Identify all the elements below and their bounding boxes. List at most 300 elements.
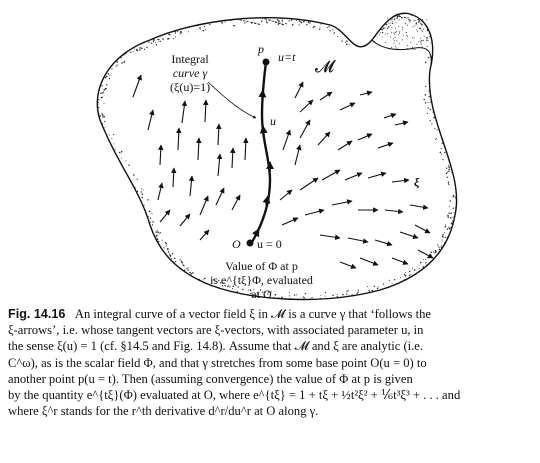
stipple-dot — [405, 17, 406, 18]
caption-line-5: another point p(u = t). Then (assuming convergence) the value of Φ at p is given — [8, 371, 413, 386]
stipple-dot — [448, 171, 449, 172]
stipple-dot — [241, 20, 242, 21]
stipple-dot — [168, 38, 169, 39]
stipple-dot — [394, 16, 395, 17]
stipple-dot — [261, 20, 263, 22]
stipple-dot — [148, 40, 149, 41]
caption-line-4: C^ω), as is the scalar field Φ, and that γ stretches from some base point O(u = 0) to — [8, 355, 427, 370]
stipple-dot — [395, 32, 396, 33]
stipple-dot — [421, 40, 422, 41]
stipple-dot — [283, 24, 284, 25]
stipple-dot — [174, 258, 175, 259]
stipple-dot — [236, 19, 237, 20]
stipple-dot — [385, 34, 386, 35]
stipple-dot — [314, 26, 315, 27]
xi-label: ξ — [414, 175, 420, 189]
stipple-dot — [428, 57, 429, 58]
stipple-dot — [175, 31, 176, 32]
stipple-dot — [399, 31, 400, 32]
stipple-dot — [349, 44, 350, 45]
stipple-dot — [446, 241, 447, 242]
stipple-dot — [429, 90, 430, 91]
stipple-dot — [332, 295, 333, 296]
stipple-dot — [415, 25, 416, 26]
stipple-dot — [203, 279, 204, 280]
stipple-dot — [429, 36, 431, 38]
stipple-dot — [139, 49, 141, 51]
vector-arrow — [305, 210, 324, 215]
stipple-dot — [385, 28, 386, 29]
stipple-dot — [455, 208, 456, 209]
stipple-dot — [402, 39, 403, 40]
stipple-dot — [394, 279, 395, 280]
stipple-dot — [448, 167, 449, 168]
stipple-dot — [346, 40, 347, 41]
stipple-dot — [430, 54, 431, 55]
stipple-dot — [292, 25, 293, 26]
stipple-dot — [155, 42, 156, 43]
stipple-dot — [200, 29, 201, 30]
u-equals-zero-label: u = 0 — [257, 237, 282, 251]
stipple-dot — [121, 151, 122, 152]
stipple-dot — [177, 31, 178, 32]
stipple-dot — [391, 47, 392, 48]
stipple-dot — [447, 216, 448, 217]
stipple-dot — [428, 96, 429, 97]
integral-curve — [252, 62, 270, 242]
stipple-dot — [390, 37, 391, 38]
stipple-dot — [168, 34, 170, 36]
stipple-dot — [427, 57, 428, 58]
stipple-dot — [183, 264, 184, 265]
stipple-dot — [410, 42, 411, 43]
figure-number: Fig. 14.16 — [8, 307, 66, 321]
stipple-dot — [394, 19, 395, 20]
stipple-dot — [416, 30, 417, 31]
stipple-dot — [271, 20, 272, 21]
stipple-dot — [248, 21, 249, 22]
stipple-dot — [209, 24, 210, 25]
stipple-dot — [441, 154, 442, 155]
stipple-dot — [420, 38, 421, 39]
vector-arrow — [295, 82, 303, 98]
stipple-dot — [435, 139, 436, 140]
stipple-dot — [313, 26, 314, 27]
vector-arrow — [322, 170, 340, 180]
stipple-dot — [175, 36, 176, 37]
stipple-dot — [269, 20, 270, 21]
stipple-dot — [142, 48, 143, 49]
vector-arrow — [200, 230, 209, 240]
caption-line-6: by the quantity e^{tξ}(Φ) evaluated at O, where e^{tξ} = 1 + tξ + ½t²ξ² + ⅙t³ξ³ + . . . and — [8, 388, 461, 403]
stipple-dot — [171, 258, 172, 259]
stipple-dot — [166, 243, 167, 244]
stipple-dot — [448, 184, 449, 185]
stipple-dot — [437, 129, 438, 130]
stipple-dot — [422, 20, 423, 21]
stipple-dot — [427, 46, 428, 47]
stipple-dot — [133, 51, 134, 52]
stipple-dot — [104, 89, 106, 91]
stipple-dot — [448, 213, 449, 214]
stipple-dot — [414, 20, 415, 21]
stipple-dot — [415, 49, 416, 50]
manifold-label: 𝓜 — [315, 57, 335, 76]
stipple-dot — [165, 242, 166, 243]
stipple-dot — [130, 52, 131, 53]
stipple-dot — [369, 290, 370, 291]
stipple-dot — [441, 148, 442, 149]
vector-arrow — [360, 92, 372, 95]
stipple-dot — [392, 23, 393, 24]
stipple-dot — [398, 34, 399, 35]
stipple-dot — [418, 22, 419, 23]
vector-arrow — [218, 124, 219, 145]
stipple-dot — [199, 279, 200, 280]
stipple-dot — [404, 274, 405, 275]
stipple-dot — [282, 18, 283, 19]
stipple-dot — [109, 134, 110, 135]
stipple-dot — [402, 29, 403, 30]
stipple-dot — [329, 30, 330, 31]
vector-arrow — [200, 196, 208, 215]
stipple-dot — [448, 165, 449, 166]
stipple-dot — [346, 44, 348, 46]
stipple-dot — [172, 253, 173, 254]
stipple-dot — [429, 80, 430, 81]
vector-arrow — [320, 235, 340, 238]
stipple-dot — [399, 19, 400, 20]
stipple-dot — [98, 107, 99, 108]
stipple-dot — [454, 212, 455, 213]
manifold-fold — [372, 40, 431, 70]
stipple-dot — [433, 111, 435, 113]
stipple-dot — [409, 275, 410, 276]
manifold-boundary — [97, 13, 456, 299]
stipple-dot — [188, 31, 189, 32]
stipple-dot — [156, 235, 158, 237]
stipple-dot — [412, 267, 413, 268]
stipple-dot — [367, 286, 368, 287]
stipple-dot — [392, 21, 393, 22]
stipple-dot — [390, 19, 391, 20]
stipple-dot — [117, 65, 118, 66]
stipple-dot — [426, 39, 427, 40]
stipple-dot — [102, 114, 104, 116]
stipple-dot — [157, 230, 158, 231]
stipple-dot — [192, 272, 194, 274]
stipple-dot — [175, 33, 176, 34]
stipple-dot — [409, 21, 410, 22]
stipple-dot — [406, 35, 407, 36]
stipple-dot — [395, 28, 396, 29]
stipple-dot — [184, 270, 185, 271]
stipple-dot — [387, 21, 388, 22]
stipple-dot — [325, 292, 326, 293]
stipple-dot — [108, 73, 110, 75]
vector-arrow — [190, 176, 192, 196]
stipple-dot — [400, 277, 401, 278]
stipple-dot — [383, 28, 384, 29]
point-p — [263, 59, 270, 66]
stipple-dot — [393, 38, 394, 39]
stipple-dot — [105, 77, 106, 78]
stipple-dot — [388, 27, 389, 28]
stipple-dot — [425, 62, 427, 64]
stipple-dot — [399, 43, 400, 44]
stipple-dot — [442, 234, 443, 235]
stipple-dot — [416, 24, 417, 25]
stipple-dot — [397, 16, 399, 18]
stipple-dot — [158, 41, 159, 42]
stipple-dot — [158, 39, 159, 40]
stipple-dot — [162, 38, 163, 39]
integral-curve-label — [170, 52, 210, 94]
stipple-dot — [420, 23, 421, 24]
stipple-dot — [104, 116, 105, 117]
stipple-dot — [134, 49, 135, 50]
vector-arrow — [338, 141, 352, 150]
stipple-dot — [441, 246, 442, 247]
point-o — [247, 240, 254, 247]
stipple-dot — [121, 62, 123, 64]
stipple-dot — [303, 21, 304, 22]
stipple-dot — [225, 22, 226, 23]
stipple-dot — [374, 286, 375, 287]
stipple-dot — [341, 40, 342, 41]
stipple-dot — [372, 291, 373, 292]
stipple-dot — [170, 256, 171, 257]
stipple-dot — [408, 19, 409, 20]
stipple-dot — [137, 179, 138, 180]
stipple-dot — [327, 27, 328, 28]
point-p-label: p — [258, 42, 264, 56]
stipple-dot — [423, 259, 424, 260]
stipple-dot — [313, 27, 314, 28]
stipple-dot — [345, 42, 346, 43]
stipple-dot — [285, 23, 287, 25]
vector-arrow — [418, 250, 433, 258]
stipple-dot — [399, 33, 400, 34]
stipple-dot — [109, 75, 110, 76]
vector-arrow — [182, 101, 185, 123]
stipple-dot — [328, 26, 329, 27]
stipple-dot — [375, 36, 376, 37]
stipple-dot — [442, 246, 443, 247]
stipple-dot — [447, 215, 449, 217]
stipple-dot — [430, 42, 431, 43]
stipple-dot — [230, 20, 231, 21]
caption-line-2: ξ-arrows’, i.e. whose tangent vectors are ξ-vectors, with associated parameter u, in — [8, 323, 424, 338]
stipple-dot — [120, 57, 121, 58]
vector-arrow — [320, 92, 332, 100]
vector-arrow — [218, 154, 220, 176]
stipple-dot — [279, 23, 280, 24]
stipple-dot — [442, 159, 443, 160]
stipple-dot — [427, 113, 428, 114]
stipple-dot — [415, 20, 416, 21]
stipple-dot — [386, 24, 387, 25]
stipple-dot — [396, 22, 397, 23]
vector-arrow — [384, 114, 396, 118]
stipple-dot — [445, 225, 446, 226]
stipple-dot — [431, 252, 432, 253]
stipple-dot — [150, 218, 151, 219]
stipple-dot — [434, 128, 435, 129]
stipple-dot — [282, 20, 283, 21]
stipple-dot — [427, 30, 428, 31]
stipple-dot — [179, 259, 180, 260]
stipple-dot — [389, 48, 390, 49]
stipple-dot — [389, 280, 390, 281]
vector-arrow — [300, 178, 318, 190]
stipple-dot — [189, 272, 191, 274]
stipple-dot — [325, 296, 326, 297]
stipple-dot — [188, 27, 190, 29]
stipple-dot — [346, 293, 347, 294]
stipple-dot — [427, 257, 428, 258]
stipple-dot — [147, 199, 148, 200]
stipple-dot — [387, 18, 388, 19]
stipple-dot — [426, 19, 427, 20]
integral-curve-label-line-2: curve γ — [172, 66, 208, 80]
stipple-dot — [111, 68, 112, 69]
stipple-dot — [152, 224, 153, 225]
stipple-dot — [446, 173, 447, 174]
stipple-dot — [401, 17, 403, 19]
stipple-dot — [151, 42, 152, 43]
stipple-dot — [141, 191, 142, 192]
stipple-dot — [412, 47, 413, 48]
stipple-dot — [448, 182, 449, 183]
stipple-dot — [450, 217, 452, 219]
stipple-dot — [258, 24, 260, 26]
stipple-dot — [392, 283, 393, 284]
stipple-dot — [250, 22, 251, 23]
stipple-dot — [397, 17, 398, 18]
stipple-dot — [424, 36, 425, 37]
stipple-dot — [395, 37, 396, 38]
stipple-dot — [188, 267, 189, 268]
stipple-dot — [278, 20, 279, 21]
vector-arrow — [160, 210, 170, 222]
stipple-dot — [394, 40, 395, 41]
stipple-dot — [419, 28, 420, 29]
stipple-dot — [215, 21, 216, 22]
stipple-dot — [114, 143, 115, 144]
stipple-dot — [377, 288, 378, 289]
stipple-dot — [422, 46, 423, 47]
stipple-dot — [136, 49, 137, 50]
stipple-dot — [204, 26, 205, 27]
vector-arrow — [245, 138, 246, 160]
stipple-dot — [416, 44, 417, 45]
stipple-dot — [128, 164, 129, 165]
stipple-dot — [396, 31, 397, 32]
stipple-dot — [293, 18, 294, 19]
stipple-dot — [453, 196, 454, 197]
stipple-dot — [234, 25, 235, 26]
stipple-dot — [275, 21, 277, 23]
value-label — [210, 259, 313, 301]
stipple-dot — [145, 210, 146, 211]
stipple-dot — [446, 168, 447, 169]
stipple-dot — [181, 261, 182, 262]
stipple-dot — [139, 47, 141, 49]
stipple-dot — [98, 90, 99, 91]
stipple-dot — [408, 17, 409, 18]
stipple-dot — [265, 18, 266, 19]
vector-arrow — [395, 122, 408, 125]
stipple-dot — [106, 84, 107, 85]
stipple-dot — [444, 242, 445, 243]
stipple-dot — [428, 107, 429, 108]
stipple-dot — [451, 172, 452, 173]
stipple-dot — [237, 19, 239, 21]
vector-arrow — [180, 214, 190, 226]
stipple-dot — [452, 216, 453, 217]
stipple-dot — [432, 51, 433, 52]
stipple-dot — [452, 196, 453, 197]
stipple-dot — [243, 20, 244, 21]
stipple-dot — [421, 41, 422, 42]
vector-arrow — [348, 238, 368, 242]
stipple-dot — [156, 231, 158, 233]
stipple-dot — [436, 138, 437, 139]
stipple-dot — [439, 249, 440, 250]
stipple-dot — [180, 31, 181, 32]
stipple-dot — [405, 275, 407, 277]
stipple-dot — [102, 97, 103, 98]
stipple-dot — [373, 41, 374, 42]
figure-caption — [8, 306, 530, 419]
stipple-dot — [398, 14, 399, 15]
vector-arrow — [410, 205, 428, 208]
vector-arrow — [160, 145, 161, 165]
stipple-dot — [148, 216, 149, 217]
stipple-dot — [433, 117, 435, 119]
stipple-dot — [412, 27, 413, 28]
stipple-dot — [233, 25, 234, 26]
stipple-dot — [448, 227, 449, 228]
stipple-dot — [390, 25, 391, 26]
stipple-dot — [148, 42, 149, 43]
u-parameter-label: u — [270, 114, 276, 128]
stipple-dot — [144, 205, 145, 206]
stipple-dot — [444, 232, 445, 233]
stipple-dot — [182, 262, 183, 263]
stipple-dot — [244, 22, 245, 23]
stipple-dot — [98, 102, 99, 103]
vector-arrow — [318, 132, 330, 145]
value-label-line-1: Value of Φ at p — [225, 259, 298, 273]
stipple-dot — [103, 91, 104, 92]
vector-arrow — [332, 201, 352, 205]
stipple-dot — [412, 37, 413, 38]
stipple-dot — [160, 41, 161, 42]
vector-arrow — [360, 258, 378, 265]
stipple-dot — [151, 213, 152, 214]
stipple-dot — [334, 32, 335, 33]
stipple-dot — [299, 24, 300, 25]
vector-arrow — [232, 195, 240, 210]
stipple-dot — [156, 44, 157, 45]
stipple-dot — [126, 53, 127, 54]
stipple-dot — [419, 41, 420, 42]
stipple-dot — [417, 31, 418, 32]
stipple-dot — [161, 240, 162, 241]
vector-field-arrows — [133, 75, 433, 268]
